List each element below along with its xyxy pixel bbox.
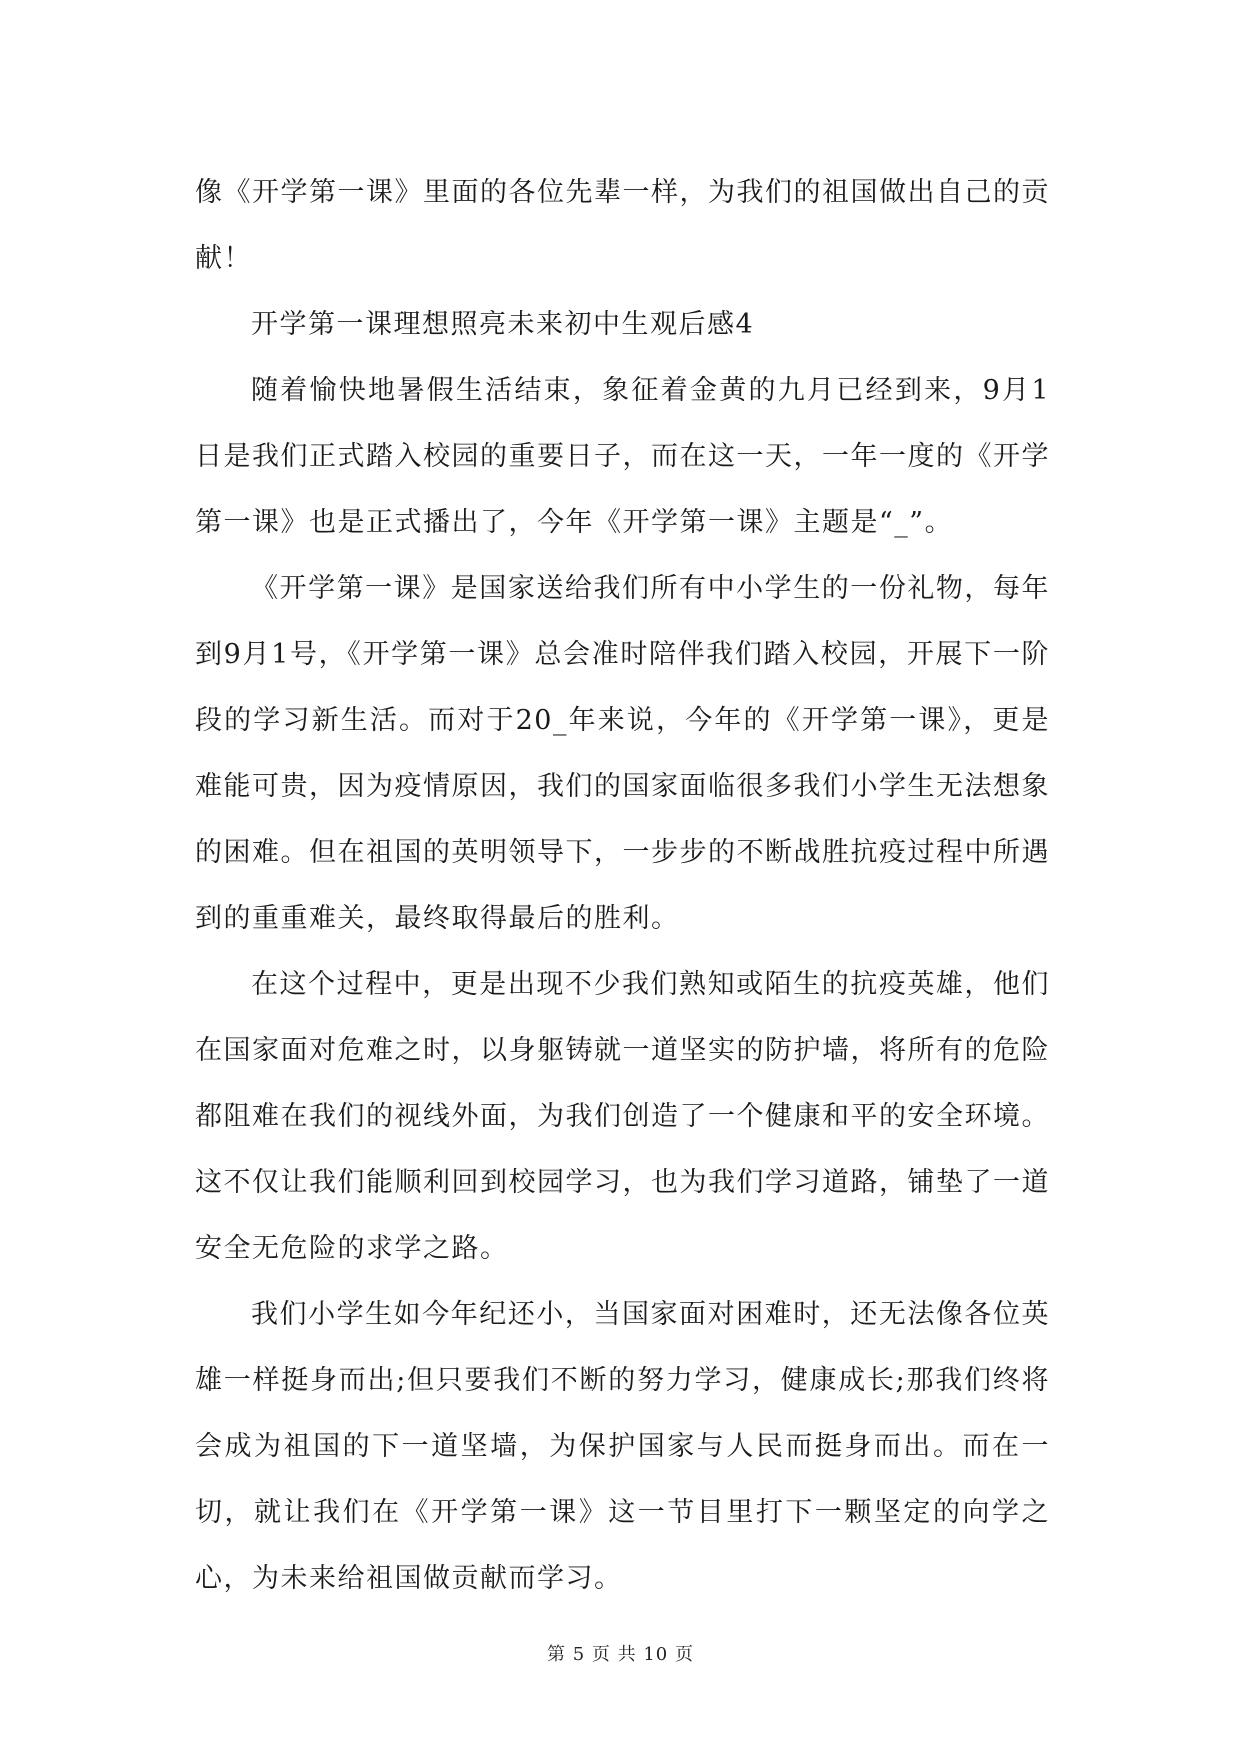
section-heading: 开学第一课理想照亮未来初中生观后感4 — [251, 309, 755, 340]
document-body — [195, 160, 1050, 1612]
paragraph: 在这个过程中，更是出现不少我们熟知或陌生的抗疫英雄，他们在国家面对危难之时，以身躯铸就一道坚实的防护墙，将所有的危险都阻难在我们的视线外面，为我们创造了一个健康和平的安全环境。这不仅让我们能顺利回到校园学习，也为我们学习道路，铺垫了一道安全无危险的求学之路。 — [195, 969, 1050, 1264]
paragraph: 我们小学生如今年纪还小，当国家面对困难时，还无法像各位英雄一样挺身而出;但只要我们不断的努力学习，健康成长;那我们终将会成为祖国的下一道坚墙，为保护国家与人民而挺身而出。而在一切，就让我们在《开学第一课》这一节目里打下一颗坚定的向学之心，为未来给祖国做贡献而学习。 — [195, 1299, 1050, 1594]
paragraph: 《开学第一课》是国家送给我们所有中小学生的一份礼物，每年到9月1号，《开学第一课》总会准时陪伴我们踏入校园，开展下一阶段的学习新生活。而对于20_年来说，今年的《开学第一课》，更是难能可贵，因为疫情原因，我们的国家面临很多我们小学生无法想象的困难。但在祖国的英明领导下，一步步的不断战胜抗疫过程中所遇到的重重难关，最终取得最后的胜利。 — [195, 573, 1050, 934]
page-number-footer: 第 5 页 共 10 页 — [547, 1644, 694, 1665]
paragraph: 随着愉快地暑假生活结束，象征着金黄的九月已经到来，9月1日是我们正式踏入校园的重要日子，而在这一天，一年一度的《开学第一课》也是正式播出了，今年《开学第一课》主题是“_”。 — [195, 375, 1050, 538]
paragraph-continuation: 像《开学第一课》里面的各位先辈一样，为我们的祖国做出自己的贡献！ — [195, 177, 1050, 274]
